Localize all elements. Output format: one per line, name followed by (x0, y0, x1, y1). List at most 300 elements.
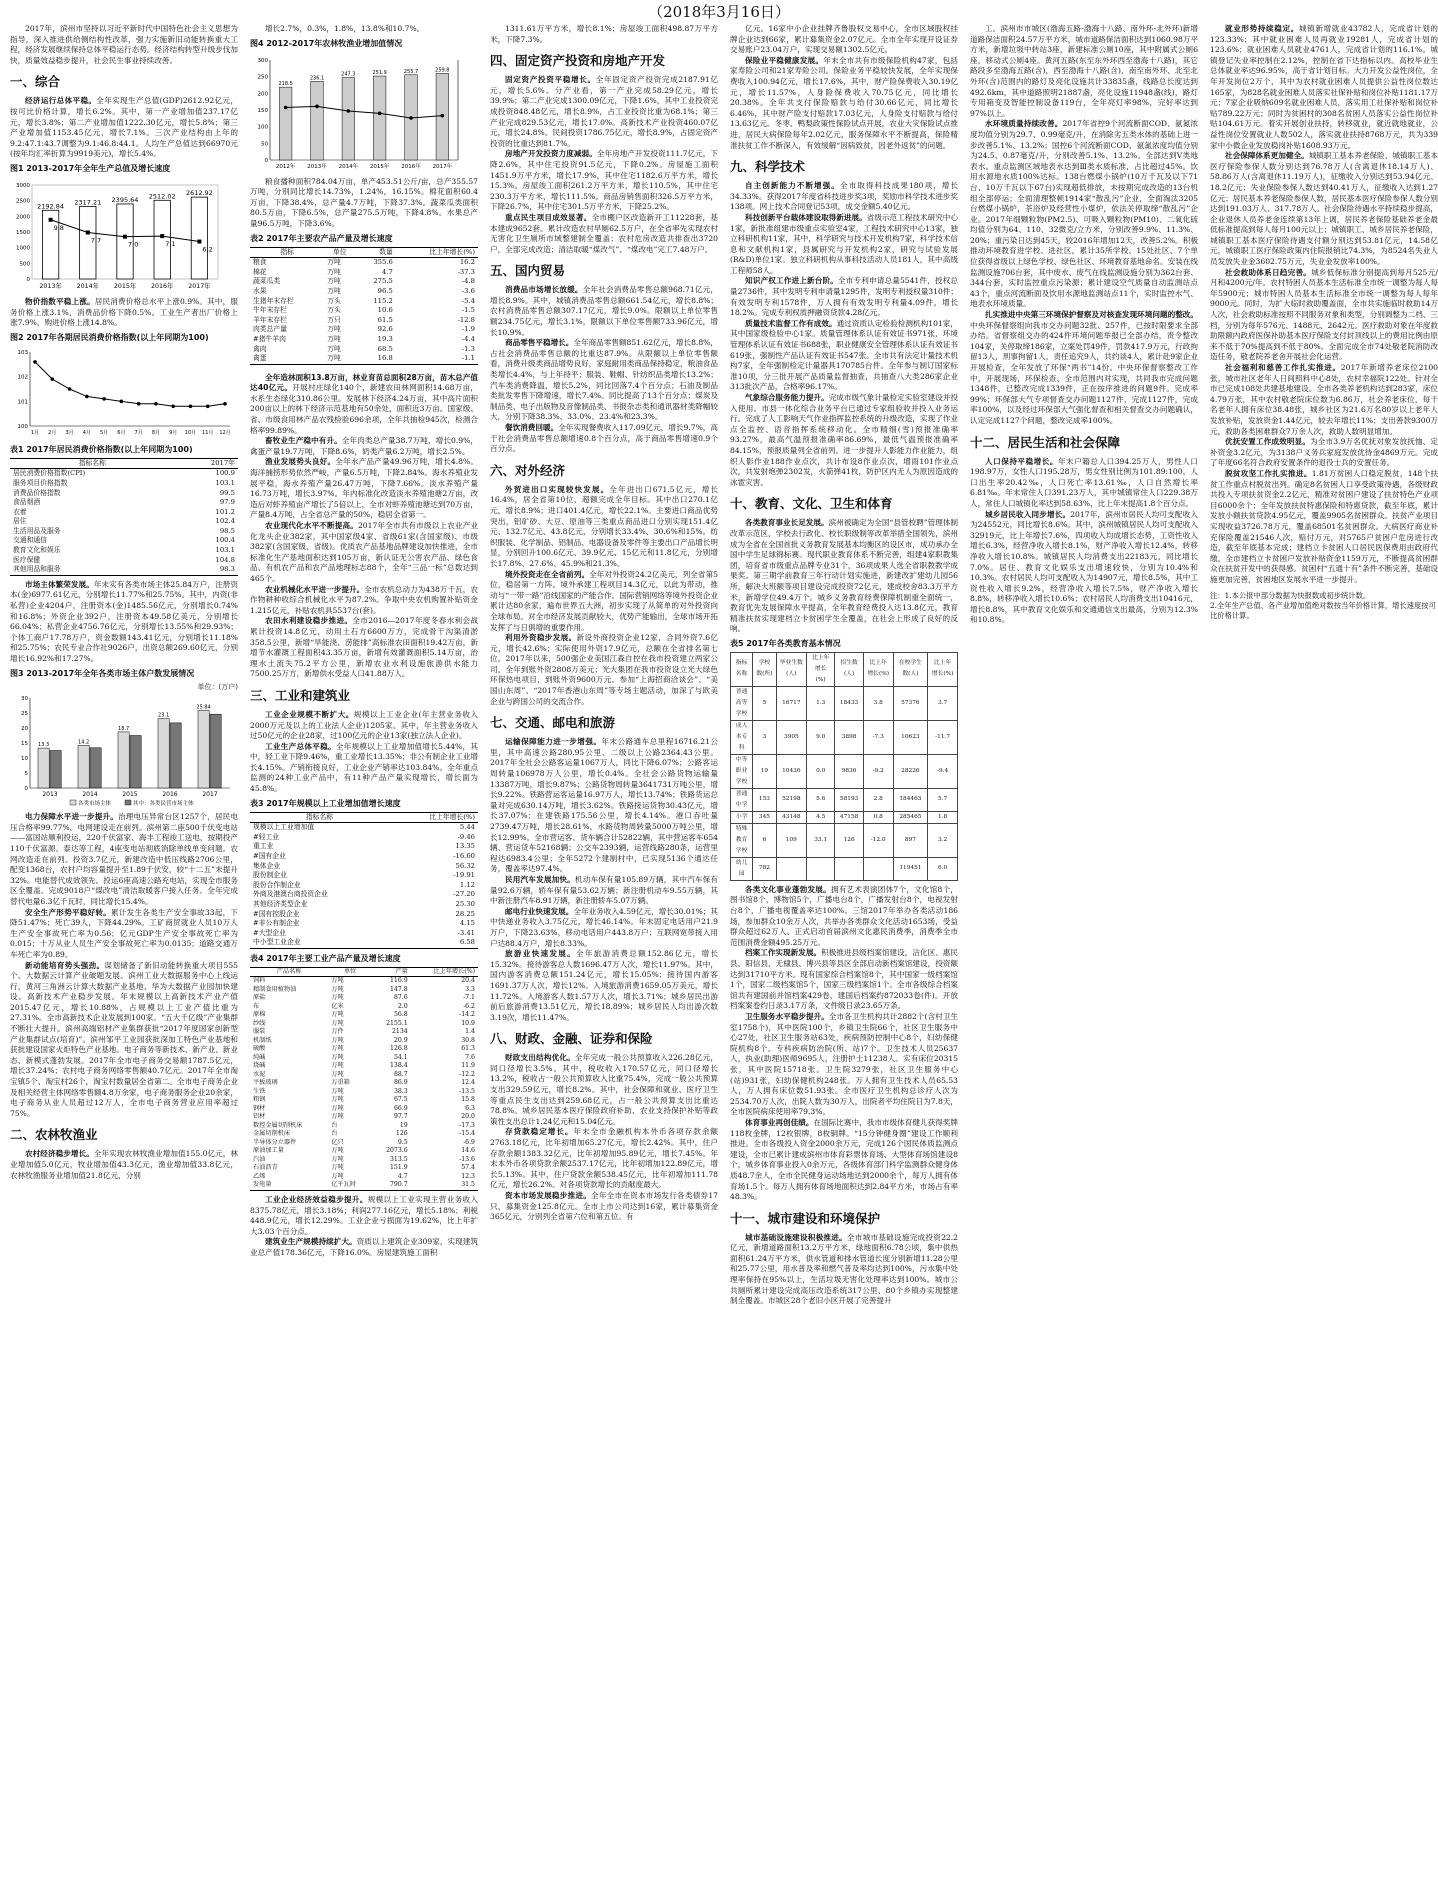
table-cell: 数控金属切削机床 (253, 1121, 303, 1129)
table-cell: 牛年末存栏 (253, 306, 287, 315)
table-cell: 126 (835, 823, 863, 857)
table-cell: -12.2 (459, 1070, 475, 1078)
table-cell: 58193 (835, 788, 863, 811)
table-cell: -12.0 (863, 823, 893, 857)
paragraph: 亿元。16家中小企业挂牌齐鲁股权交易中心，全市区域股权挂牌企业达到66家，累计募集资金2.07亿元。全市全年实现开设证券交易账户23.04万户，实现交易额1302.5亿元。 (730, 24, 958, 55)
table-cell: 钢材 (253, 1104, 266, 1112)
lead-text: 各类教育事业长足发展。 (745, 518, 829, 528)
cpi-point (33, 360, 37, 364)
table-row (250, 919, 478, 929)
y-tick-label: 50 (261, 140, 268, 147)
lead-text: 邮电行业快速发展。 (505, 906, 574, 916)
table-cell: #国有企业 (253, 852, 286, 861)
lead-text: 存贷款稳定增长。 (505, 1127, 574, 1137)
table-cell: 万吨 (331, 1164, 344, 1172)
table-cell: 万吨 (327, 258, 341, 267)
table-cell: 1.8 (928, 811, 958, 823)
paragraph: 物价指数平稳上涨。居民消费价格总水平上涨0.9%。其中，服务价格上涨3.1%，消费品价格下降0.5%。工业生产者出厂价格上涨7.9%，购进价格上涨14.8%。 (10, 296, 238, 328)
table-header-cell: 指标名称 (78, 458, 106, 467)
paragraph: 工业企业规模不断扩大。规模以上工业企业(年主营业务收入2000万元及以上的工业法人企业)1205家。其中，年主营业务收入过50亿元的企业28家，过100亿元的企业13家(独立法人企业)。 (250, 709, 478, 741)
column-6 (1210, 24, 1438, 1890)
table-cell: 万吨 (331, 1096, 344, 1104)
table-cell: 18433 (835, 686, 863, 720)
table-cell: 万吨 (331, 1011, 344, 1019)
figure-unit: 单位：(万户) (197, 682, 238, 691)
lead-text: 境外投资走在全省前列。 (505, 569, 590, 579)
market-bar (198, 711, 209, 789)
table-cell: -17.3 (459, 1121, 475, 1129)
y-tick-label: 1000 (16, 245, 30, 252)
table-row (250, 325, 478, 335)
table-cell: 衣着 (13, 507, 27, 516)
table-cell: 10.6 (377, 306, 393, 315)
lead-text: 城乡居民收入同步增长。 (985, 509, 1071, 519)
table-row (250, 833, 478, 843)
cpi-point (120, 399, 124, 403)
industry-growth-table (250, 812, 478, 949)
lead-text: 优抚安置工作成效明显。 (1225, 437, 1311, 447)
table-cell: 0.0 (807, 754, 835, 788)
lead-text: 工业生产总体平稳。 (265, 741, 336, 751)
gdp-bar (191, 197, 207, 279)
lead-text: 卫生服务水平稳步提升。 (745, 1012, 829, 1021)
table-cell: 28226 (893, 754, 928, 788)
section-heading-10: 十、教育、文化、卫生和体育 (730, 496, 893, 512)
table-cell: 103.1 (215, 546, 235, 555)
market-bar (158, 719, 169, 788)
table-row (250, 335, 478, 345)
y-tick-label: 25 (21, 711, 28, 718)
table-cell: 2134 (391, 1028, 408, 1036)
table-cell: 99.5 (219, 488, 235, 497)
bar-label: 25.84 (196, 704, 211, 711)
table-cell: 万吨 (331, 1104, 344, 1112)
industry-products-table (250, 967, 478, 1191)
table-cell: -4.4 (461, 334, 475, 343)
agriculture-chart (250, 52, 478, 177)
table-cell: 104.8 (215, 555, 235, 564)
table-cell: 103.1 (215, 478, 235, 487)
lead-text: 旅游业快速发展。 (505, 949, 577, 959)
growth-point (197, 239, 201, 243)
table-cell: 教育文化和娱乐 (13, 546, 61, 555)
table-cell: 285465 (893, 811, 928, 823)
agri-products-table (250, 247, 478, 365)
y-tick-label: 30 (21, 696, 28, 703)
cpi-line (35, 362, 225, 406)
private-bar (50, 751, 61, 789)
table-cell: 10623 (893, 720, 928, 754)
x-tick-label: 2016 (162, 791, 178, 799)
paragraph: 就业形势持续稳定。城镇新增就业43782人，完成省计划的123.33%；其中就业困难人员再就业19281人，完成省计划的123.6%；就业困难人员就业4761人，完成省计划的116.1%。城镇登记失业率控制在2.12%，控制在省下达指标以内。高校毕业生总体就业率达96.95%，高于省计划目标。大力开发公益性岗位，全年开发岗位2万个，其中为农村就业困难人员提供公益性岗位数达165家，为828名就业困难人员落实社保补贴和岗位补贴1181.17万元；7家企业吸纳609名就业困难人员，落实用工社保补贴和岗位补贴789.22万元；同时为贫困村的308名贫困人员落实公益性岗位补贴104.61万元。着实开展创业扶持，转移就业，就近就地就业，公益性岗位安置就业人数502人，落实就业扶持8768万元，共为339家中小微企业发放稳岗补贴1608.93万元。 (1210, 24, 1438, 150)
paragraph: 餐饮消费回暖。全年实现餐费收入117.09亿元，增长9.7%，高于社会消费品零售总额增速0.8个百分点，高于商品零售增速0.9个百分点。 (490, 423, 718, 454)
paragraph: 优抚安置工作成效明显。为全市3.9万名优抚对象发放抚恤、定补资金3.2亿元，为3138户义务兵家庭发放优待金4869万元。完成了年度66名符合政府安置条件的退役士兵的安置任务。 (1210, 437, 1438, 468)
table-cell: 万吨 (331, 1113, 344, 1121)
table-cell: 61.3 (461, 1045, 475, 1053)
section-heading-2: 二、农林牧渔业 (10, 1127, 98, 1143)
table-cell: 3.2 (928, 823, 958, 857)
table-cell: -1.1 (461, 354, 475, 363)
gdp-label: 2192.84 (37, 202, 65, 211)
gdp-label: 2317.21 (74, 198, 102, 207)
table-cell: 生猪年末存栏 (253, 296, 294, 305)
lead-text: 餐饮消费回暖。 (505, 423, 559, 432)
table-cell: 万吨 (331, 1062, 344, 1070)
table-cell: 机制纸 (253, 1036, 272, 1044)
table-row (250, 1088, 478, 1097)
table-cell: 股份合作制企业 (253, 880, 301, 889)
table-row (10, 469, 238, 479)
table-cell: 万吨 (331, 1155, 344, 1163)
table-row (250, 890, 478, 900)
lead-text: 工业企业规模不断扩大。 (265, 709, 354, 719)
cpi-point (102, 397, 106, 401)
table-cell: 15.8 (461, 1096, 475, 1104)
table-cell: 集体企业 (253, 861, 281, 870)
table-cell: -9.2 (863, 754, 893, 788)
paragraph: 脱贫攻坚工作扎实推进。1.81万贫困人口稳定脱贫，148个扶贫工作重点村脱贫出列。确定8名贫困人口享受政策待遇，各级财政共投入专项扶贫资金2.2亿元，精准对贫困户建设了扶贫特色产业项目6000余个；全年发放扶贫特惠保险和特惠贷款，截至年底，累计发放小额扶贫贷款4.95亿元，覆盖9905名贫困群众。扶贫产业项目实现收益3726.78万元，覆盖68501名贫困群众。大病医疗商业补充保险覆盖21546人次，赔付万元，对5765户贫困户危房进行改造，截至年底基本完成；建档立卡贫困人口居民医保费用由政府代缴，全市建档立卡贫困户发放补贴资金1159万元，不断提高贫困群众在扶贫开发中的获得感。贫困村“五通十有”条件不断完善，基础设施更加完善，贫困地区发展水平进一步提升。 (1210, 468, 1438, 584)
table-cell: 台 (331, 1130, 338, 1138)
table-cell: #国有控股企业 (253, 909, 300, 918)
y-tick-label: 150 (257, 107, 268, 114)
paragraph: 农田水利建设稳步推进。全市2016—2017年度冬春水利会战累计投资14.8亿元，动用土石方6600万方，完成骨干沟渠清淤358.5公里，新增“旱能浇、涝能排”高标准农田面积19.42万亩，新增节水灌溉工程面积43.35万亩，新增有效灌溉面积5.14万亩，治理水土流失75.2平方公里，新增农业水利设施旅游供水能力7500.25万方，新增供水受益人口41.88万人。 (250, 616, 478, 679)
table-header-cell: 单位 (343, 967, 357, 975)
table-cell: 790.7 (390, 1181, 408, 1189)
table-cell: 普通高等学校 (731, 686, 753, 720)
table-cell: #非公有制企业 (253, 919, 300, 928)
lead-text: 利用外资稳步发展。 (505, 633, 577, 643)
bar-label: 23.1 (158, 712, 170, 719)
table-cell: -16.60 (453, 852, 475, 861)
table-header-cell: 指标 (280, 247, 294, 256)
x-tick-label: 2013年 (39, 282, 62, 290)
lead-text: 全年造林面积13.8万亩，林业育苗总面积28万亩，苗木总产值达40亿元。 (250, 372, 478, 393)
cpi-point (50, 377, 54, 381)
table-cell: 发电量 (253, 1181, 272, 1189)
table-cell: -7.1 (463, 994, 475, 1002)
footnote: 2.全年生产总值、各产业增加值绝对数按当年价格计算，增长速度按可比价格计算。 (1210, 601, 1436, 621)
table-title: 表4 2017年主要工业产品产量及增长速度 (250, 953, 401, 963)
table-row (250, 1113, 478, 1122)
table-cell: 万吨 (331, 1045, 344, 1053)
table-cell: -1.9 (461, 325, 475, 334)
table-cell: 汽油 (253, 1155, 266, 1163)
table-row (250, 1181, 478, 1190)
table-row (250, 842, 478, 852)
table-cell: 生铁 (253, 1087, 266, 1095)
table-row (250, 1079, 478, 1088)
table-cell: 184463 (893, 788, 928, 811)
table-cell: 万吨 (331, 1172, 344, 1180)
lead-text: 外贸进出口实现较快发展。 (505, 484, 610, 494)
table-cell: 交通和通信 (13, 536, 47, 545)
table-cell: 纱线 (253, 1019, 266, 1027)
table-cell: 115.2 (373, 296, 393, 305)
table-cell: 138.4 (390, 1062, 408, 1070)
table-cell: 禽肉 (253, 344, 267, 353)
table-row (10, 546, 238, 556)
table-row (250, 1011, 478, 1020)
growth-label: 9.8 (53, 223, 64, 232)
paragraph: 增长2.7%，0.3%，1.8%，13.8%和10.7%。 (265, 24, 425, 33)
y-tick-label: 500 (19, 261, 30, 268)
y-tick-label: 101 (17, 399, 28, 406)
table-header-cell: 招生数(人) (835, 652, 863, 686)
table-cell: 16.8 (377, 354, 393, 363)
table-row (10, 556, 238, 566)
table-cell: 313.5 (390, 1155, 408, 1163)
section-heading-12: 十二、居民生活和社会保障 (970, 434, 1121, 450)
table-cell: 万吨 (327, 344, 341, 353)
table-cell: 43148 (776, 811, 806, 823)
table-title: 表2 2017年主要农产品产量及增长速度 (250, 233, 393, 243)
table-cell: 平板玻璃 (253, 1079, 278, 1087)
table-cell: 31.5 (461, 1181, 475, 1189)
table-header-cell: 指标名称 (731, 652, 753, 686)
table-row (250, 823, 478, 833)
section-heading-8: 八、财政、金融、证券和保险 (490, 1031, 653, 1047)
bar-label: 247.3 (341, 71, 356, 78)
table-cell: 12.4 (461, 1079, 475, 1087)
bar-label: 236.1 (309, 74, 325, 81)
table-cell: 2073.6 (386, 1147, 408, 1155)
private-bar (170, 723, 181, 788)
x-tick-label: 1月 (30, 429, 40, 436)
table-header-cell: 数量 (379, 247, 393, 256)
table-header-cell: 比上年增长(%) (807, 652, 835, 686)
table-cell (863, 857, 893, 880)
table-cell: 烧碱 (253, 1062, 266, 1070)
paragraph: 城乡居民收入同步增长。2017年，滨州市居民人均可支配收入为24552元，同比增长8.6%。其中，滨州城镇居民人均可支配收入32919元，比上年增长7.6%，四项收入均成增长态势，工资性收入增长6.3%，经营净收入增长8.1%，财产净收入增长12.4%，转移净收入增长10.8%。城镇居民人均消费支出22183元，同比增长7.0%。居住、教育文化娱乐支出增速较快，分别为10.4%和10.3%。农村居民人均可支配收入为14907元，增长8.5%，其中工资性收入增长9.2%，经营净收入增长7.5%，财产净收入增长8.8%，转移净收入增长10.6%；农村居民人均消费支出10416元，增长8.8%，其中教育文化娱乐和交通通信支出最高，分别为12.3%和10.8%。 (970, 509, 1198, 625)
table-row (250, 938, 478, 948)
table-cell: 精制食用植物油 (253, 985, 297, 993)
paragraph: 社会福利和慈善工作扎实推进。2017年新增养老床位2100张，城市社区老年人日间照料中心8处，农村幸福院122处。针对全市已完成108处共建基地建设。全市各类养老机构达到283家，床位4.79万张，其中农村敬老院床位数为6.86万，社会养老床位，每千名老年人拥有床位38.48张，城乡社区为21.6万名80岁以上老年人发放补贴，发放资金1.44亿元，较去年增长11%；支出善款9300万元，救助各类困难群众7万余人次，救助人数明显增加。 (1210, 363, 1438, 436)
paragraph: 渔业发展势头良好。全年水产品产量49.96万吨，增长4.8%。海洋捕捞形势依然严峻，产量6.5万吨，下降2.84%。海水养殖业发展平稳，海水养殖产量26.47万吨，下降7.66%。淡水养殖产量16.73万吨，增长3.97%。年内标准化改造淡水养殖池塘2万亩，改造后对虾养殖亩产增长了5倍以上，全市对虾养殖池塘达到70万亩，产量8.4万吨，占全省总产量的50%，稳居全省第一。 (250, 457, 478, 520)
y-tick-label: 3000 (16, 182, 30, 189)
table-cell: 万吨 (327, 267, 341, 276)
table-cell: 109 (776, 823, 806, 857)
table-row (250, 871, 478, 881)
paragraph: 运输保障能力进一步增强。年末公路通车总里程16716.21公里，其中高速公路280.95公里、二级以上公路2364.43公里。2017年全社会公路客运量1067万人，同比下降6.07%；公路客运周转量106978万人公里，增长0.4%。全社会公路货物运输量13387万吨，增长9.87%；公路货物周转量3641731万吨公里，增长9.22%。铁路营运客运量16.97万人，增长13.74%；铁路货运总量对完成630.14万吨，增长3.62%。铁路接运货物30.43亿元，增长37.07%；在建铁路175.56公里，增长4.14%。港口吞吐量2739.47万吨，增长28.61%，水路货物周转量5000万吨公里，增长12.99%。全市营运客、货车辆合计52822辆，其中营运客车654辆、营运货车52168辆；公交车2393辆，运营线路280条，运营里程达6983.4公里；全年5272个建制村中，已实现5136个通达任务，覆盖率达97.4%。 (490, 737, 718, 874)
column-1 (10, 24, 238, 1890)
bar-label: 255.7 (403, 68, 419, 75)
table-cell: 医疗保健 (13, 555, 41, 564)
gdp-label: 2612.92 (185, 189, 213, 198)
paragraph: 消费品市场增长放缓。全年社会消费品零售总额968.71亿元，增长8.9%。其中，城镇消费品零售总额661.54亿元，增长8.8%；农村消费品零售总额307.17亿元，增长9.0%。限额以上单位零售额234.75亿元，增长3.1%，限额以下单位零售额733.96亿元，增长10.9%。 (490, 285, 718, 337)
column-4 (730, 24, 958, 1890)
column-5 (970, 24, 1198, 1890)
lead-text: 新动能培育势头强劲。 (25, 960, 105, 970)
table-cell: 16717 (776, 686, 806, 720)
table-cell: 亿只 (331, 1138, 344, 1146)
x-tick-label: 6月 (117, 429, 126, 436)
table-cell: 67.5 (393, 1096, 408, 1104)
paragraph: 粮食播种面积784.04万亩，单产453.51公斤/亩，总产355.57万吨，分别同比增长14.73%，1.24%，16.15%。棉花面积60.4万亩，下降38.4%，总产量4.7万吨，下降37.3%。蔬菜瓜类面积80.5万亩，下降6.5%，总产量275.5万吨，下降4.8%。水果总产量96.5万吨，下降3.6%。 (250, 176, 478, 228)
table-cell: 金属切削机床 (253, 1130, 291, 1138)
table-cell: 10436 (776, 754, 806, 788)
table-header-cell: 在校学生数(人) (893, 652, 928, 686)
x-tick-label: 2013年 (307, 163, 327, 170)
table-cell: 羊年末存栏 (253, 315, 287, 324)
table-cell: 782 (753, 857, 776, 880)
table-cell: 万吨 (331, 1019, 344, 1027)
table-cell: 13.35 (455, 842, 475, 851)
y-tick-label: 2500 (16, 198, 30, 205)
table-cell: 20.4 (461, 977, 475, 985)
table-cell: 68.5 (377, 344, 393, 353)
lead-text: 档案工作实现新发展。 (745, 948, 822, 958)
table-cell: 97.7 (393, 1113, 408, 1121)
table-cell: 半导体分立器件 (253, 1138, 297, 1146)
table-cell: 88.7 (393, 1070, 408, 1078)
table-row (250, 1003, 478, 1012)
table-cell: -14.2 (459, 1011, 475, 1019)
x-tick-label: 10月 (184, 429, 197, 436)
lead-text: 经济运行总体平稳。 (25, 96, 97, 106)
paragraph: 利用外资稳步发展。新设外商投资企业12家，合同外资7.6亿元，增长42.6%；实际使用外资17.9亿元，总额在全省排名第七位。2017年以来，500强企业美国江森自控在我市投资建立两家公司，全年到账外资2808万美元；光大集团在我市投资设立光大绿色环保热电项目，到账外资9600万元。参加“上海招商洽谈会”、“美国山东周”、“2017年香港山东周”等专场主题活动，加深了与欧美企业与跨国公司的交流合作。 (490, 633, 718, 706)
table-cell: 中等职业学校 (731, 754, 753, 788)
table-cell: -12.8 (457, 315, 475, 324)
table-cell: 幼儿园 (731, 857, 753, 880)
table-cell: 119451 (893, 857, 928, 880)
paragraph: 存贷款稳定增长。年末全市金融机构本外币各项存款余额2763.18亿元，比年初增加65.27亿元，增长2.42%。其中，住户存款余额1383.32亿元，比年初增加95.89亿元，增长7.45%。年末本外币各项贷款余额2537.17亿元，比年初增加122.89亿元，增长5.13%。其中，住户贷款余额538.45亿元，比年初增加111.78亿元，增长26.2%。对各项贷款增长的贡献度最大。 (490, 1127, 718, 1190)
table-cell: 纯碱 (253, 1053, 266, 1061)
y-tick-label: 20 (21, 726, 28, 733)
table-cell: 54.1 (393, 1053, 408, 1061)
table-row (250, 881, 478, 891)
table-cell: 原棉 (253, 1011, 266, 1019)
lead-text: 农业现代化水平不断提高。 (265, 521, 358, 530)
table-row (250, 297, 478, 307)
table-title: 表5 2017年各类教育基本情况 (730, 638, 841, 648)
table-row (731, 857, 958, 880)
paragraph: 各类文化事业蓬勃发展。拥有艺术表演团体7个，文化馆8个，图书馆8个，博物馆5个，广播电台8个，广播发射台8个，电视发射台8个，广播电视覆盖率达100%。三馆2017年举办各类活动186场，参加群众10余万人次，共举办各类群众文化活动1653场，受益群众超过62万人。正式启动首届滨州文化惠民消费季，消费季全市范围消费金额495.25万元。 (730, 884, 958, 947)
x-tick-label: 7月 (134, 429, 143, 436)
table-cell: 棉花 (253, 267, 267, 276)
cpi-point (137, 402, 141, 406)
table-cell: -13.6 (459, 1155, 475, 1163)
paragraph: 安全生产形势平稳好转。累计发生各类生产安全事故33起，下降51.47%；死亡39人，下降44.29%。工矿商贸就业人员10万人生产安全事故死亡率为0.56；亿元GDP生产安全事故死亡率为0.015；十万从业人员生产安全事故死亡率为0.0135；道路交通万车死亡率为0.89。 (10, 907, 238, 959)
paragraph: 畜牧业生产稳中有升。全年肉类总产量38.7万吨，增长0.9%，禽蛋产量19.7万吨，下降8.6%，奶类产量6.2万吨，增长2.5%。 (250, 436, 478, 456)
column-3 (490, 24, 718, 1890)
table-cell: 万吨 (331, 1147, 344, 1155)
table-cell: 其他用品和服务 (13, 565, 61, 574)
table-cell: 355.6 (373, 258, 393, 267)
paragraph: 社会保障体系更加健全。城镇职工基本养老保险、城镇职工基本医疗保险参保人数分别达到76.78万人(含离退休18.14万人)、58.86万人(含离退休11.19万人)，征缴收入分别达到53.94亿元、18.2亿元；失业保险参保人数达到40.41万人，征缴收入达到1.27亿元；居民基本养老保险参保人数，居民基本医疗保险参保人数分别达到191.03万人、317.78万人。社会保险待遇水平持续稳步提高，企业退休人员养老金连续第13年上调，居民养老保险基础养老金最低标准提高到每人每月100元以上；城镇职工、城乡居民养老保险，城镇职工基本医疗保险待遇支付额分别达到53.81亿元，14.58亿元，城镇职工医疗保险政策内住院报销比74.3%，为8524名失业人员发放失业金3602.75万元，失业金发放率100%。 (1210, 151, 1438, 267)
bar-label: 18.7 (118, 726, 130, 733)
table-cell: 4.7 (397, 1172, 408, 1180)
y-tick-label: 300 (257, 57, 268, 64)
lead-text: 财政支出结构优化。 (505, 1053, 575, 1063)
table-cell: 石油沥青 (253, 1164, 278, 1172)
y-tick-label: 10 (21, 756, 28, 763)
paragraph: 农业机械化水平进一步提升。全市农机总动力为438万千瓦，农作物耕种收综合机械化水平为87.2%。争取中央农机购置补贴资金1.215亿元，补贴农机具5537台(套)。 (250, 584, 478, 615)
education-table (730, 652, 958, 881)
lead-text: 农村经济稳步增长。 (25, 1149, 94, 1159)
table-cell: 56.8 (393, 1011, 408, 1019)
table-cell: 万吨 (327, 325, 341, 334)
table-cell: -1.3 (461, 344, 475, 353)
cpi-point (223, 402, 227, 406)
table-cell: -6.2 (463, 1002, 475, 1010)
table-cell: 5 (753, 686, 776, 720)
agri-growth-point (347, 109, 351, 113)
table-row (250, 1130, 478, 1139)
y-tick-label: 2000 (16, 214, 30, 221)
growth-point (86, 230, 90, 234)
lead-text: 社会福利和慈善工作扎实推进。 (1225, 363, 1341, 372)
table-cell: 3.7 (928, 686, 958, 720)
paragraph: 建筑业生产规模持续扩大。资质以上建筑企业309家，实现建筑业总产值178.36亿元，下降16.0%。房屋建筑施工面积 (250, 1237, 478, 1257)
table-cell: 3.8 (863, 686, 893, 720)
table-cell: 19 (753, 754, 776, 788)
table-row (250, 345, 478, 355)
x-tick-label: 11月 (202, 429, 214, 436)
x-tick-label: 3月 (65, 429, 74, 436)
cpi-point (171, 404, 175, 408)
table-cell: 特殊教育学校 (731, 823, 753, 857)
table-cell: 126 (395, 1130, 408, 1138)
table-cell: 19.3 (377, 334, 393, 343)
lead-text: 质量技术监督工作有成效。 (745, 318, 837, 328)
table-cell: 其他经济类型企业 (253, 900, 308, 908)
paragraph: 保险业平稳健康发展。年末全市共有市级保险机构47家，包括家寿险公司和21家寿险公司。保险业务平稳较快发展，全年实现保费收入100.94亿元，增长17.6%，其中，财产险保费收入30.19亿元，增长11.57%，人身险保费收入70.75亿元，同比增长20.38%。全年共支付保险赔款与给付30.66亿元，同比增长6.46%，其中财产险支付赔款17.03亿元，人身险支付赔款与给付13.63亿元。冬枣、鸭梨政策性保险试点开展，农业大灾保险试点推进，居民大病保险每年2.02亿元，服务保障水平不断提高，保险精准扶贫工作不断深入，有效缓解“因病致贫，因老外返贫”的问题。 (730, 55, 958, 150)
table-cell: 消费品价格指数 (13, 488, 61, 497)
paragraph: 农业现代化水平不断提高。2017年全市共有市级以上农业产业化龙头企业382家，其中国家级4家、省级61家(含国家级)、市级382家(含国家级、省级)。优质农产品基地品牌建设加快推进，全市标准化生产基地面积达到105万亩，新认证无公害农产品、绿色食品、有机农产品和农产品地理标志88个，全年“三品一标”总数达到465个。 (250, 521, 478, 583)
table-cell: 台 (331, 1121, 338, 1129)
table-cell: 9.5 (397, 1138, 408, 1146)
lead-text: 自主创新能力不断增强。 (745, 181, 840, 191)
table-cell: 万头 (327, 296, 341, 305)
table-row (250, 852, 478, 862)
bar-label: 13.3 (38, 742, 50, 749)
table-row (250, 287, 478, 297)
growth-label: 7.1 (165, 240, 176, 249)
paragraph: 资本市场发展稳步推进。全年全市在资本市场发行各类债券17只，募集资金125.8亿元。全市上市公司达到16家，累计募集资金365亿元，分别列全省第六位和第五位。有 (490, 1191, 718, 1222)
table-header-cell: 产品名称 (276, 967, 302, 975)
table-cell: 126.8 (390, 1045, 408, 1053)
table-cell: 97.9 (219, 498, 235, 507)
agri-growth-point (409, 116, 413, 120)
table-row (250, 1173, 478, 1182)
table-title: 表1 2017年居民消费价格指数(以上年同期为100) (10, 444, 193, 454)
table-cell: 居住 (13, 517, 27, 526)
y-tick-label: 5 (24, 771, 28, 778)
table-cell: 万只 (327, 315, 341, 324)
table-cell: 2.0 (397, 1002, 408, 1010)
table-cell: 普通中学 (731, 788, 753, 811)
x-tick-label: 2015年 (113, 282, 137, 290)
table-cell: -7.3 (863, 720, 893, 754)
lead-text: 工业企业经济效益稳步提升。 (265, 1194, 368, 1204)
table-cell: 万件 (331, 1028, 344, 1036)
table-cell: 92.6 (377, 325, 393, 334)
table-row (250, 1045, 478, 1054)
table-cell: 万吨 (331, 994, 344, 1002)
paragraph: 经济运行总体平稳。全年实现生产总值(GDP)2612.92亿元，按可比价格计算，增长6.2%。其中，第一产业增加值237.17亿元，增长3.8%；第二产业增加值1222.30亿元，增长5.8%；第三产业增加值1153.45亿元，增长7.1%。三次产业结构由上年的9.2:47.1:43.7调整为9.1:46.8:44.1。人均生产总值达到66970元(按年均汇率折算为9919美元)，增长5.4%。 (10, 96, 238, 159)
table-cell: -15.4 (459, 1130, 475, 1138)
table-cell: 亿千瓦时 (331, 1181, 357, 1189)
column-2 (250, 24, 478, 1890)
paragraph: 邮电行业快速发展。全年业务收入4.59亿元，增长30.01%；其中快递业务收入3.75亿元，增长46.14%。年末固定电话用户21.9万户，下降23.63%，移动电话用户443.8万户；互联网宽带接入用户达88.4万户，增长8.33%。 (490, 906, 718, 948)
table-row (250, 1071, 478, 1080)
section-heading-6: 六、对外经济 (490, 462, 566, 478)
table-cell: -27.20 (453, 890, 475, 899)
lead-text: 消费品市场增长放缓。 (505, 285, 583, 295)
table-cell: 153 (753, 788, 776, 811)
x-tick-label: 2015年 (369, 163, 390, 170)
cpi-point (85, 394, 89, 398)
